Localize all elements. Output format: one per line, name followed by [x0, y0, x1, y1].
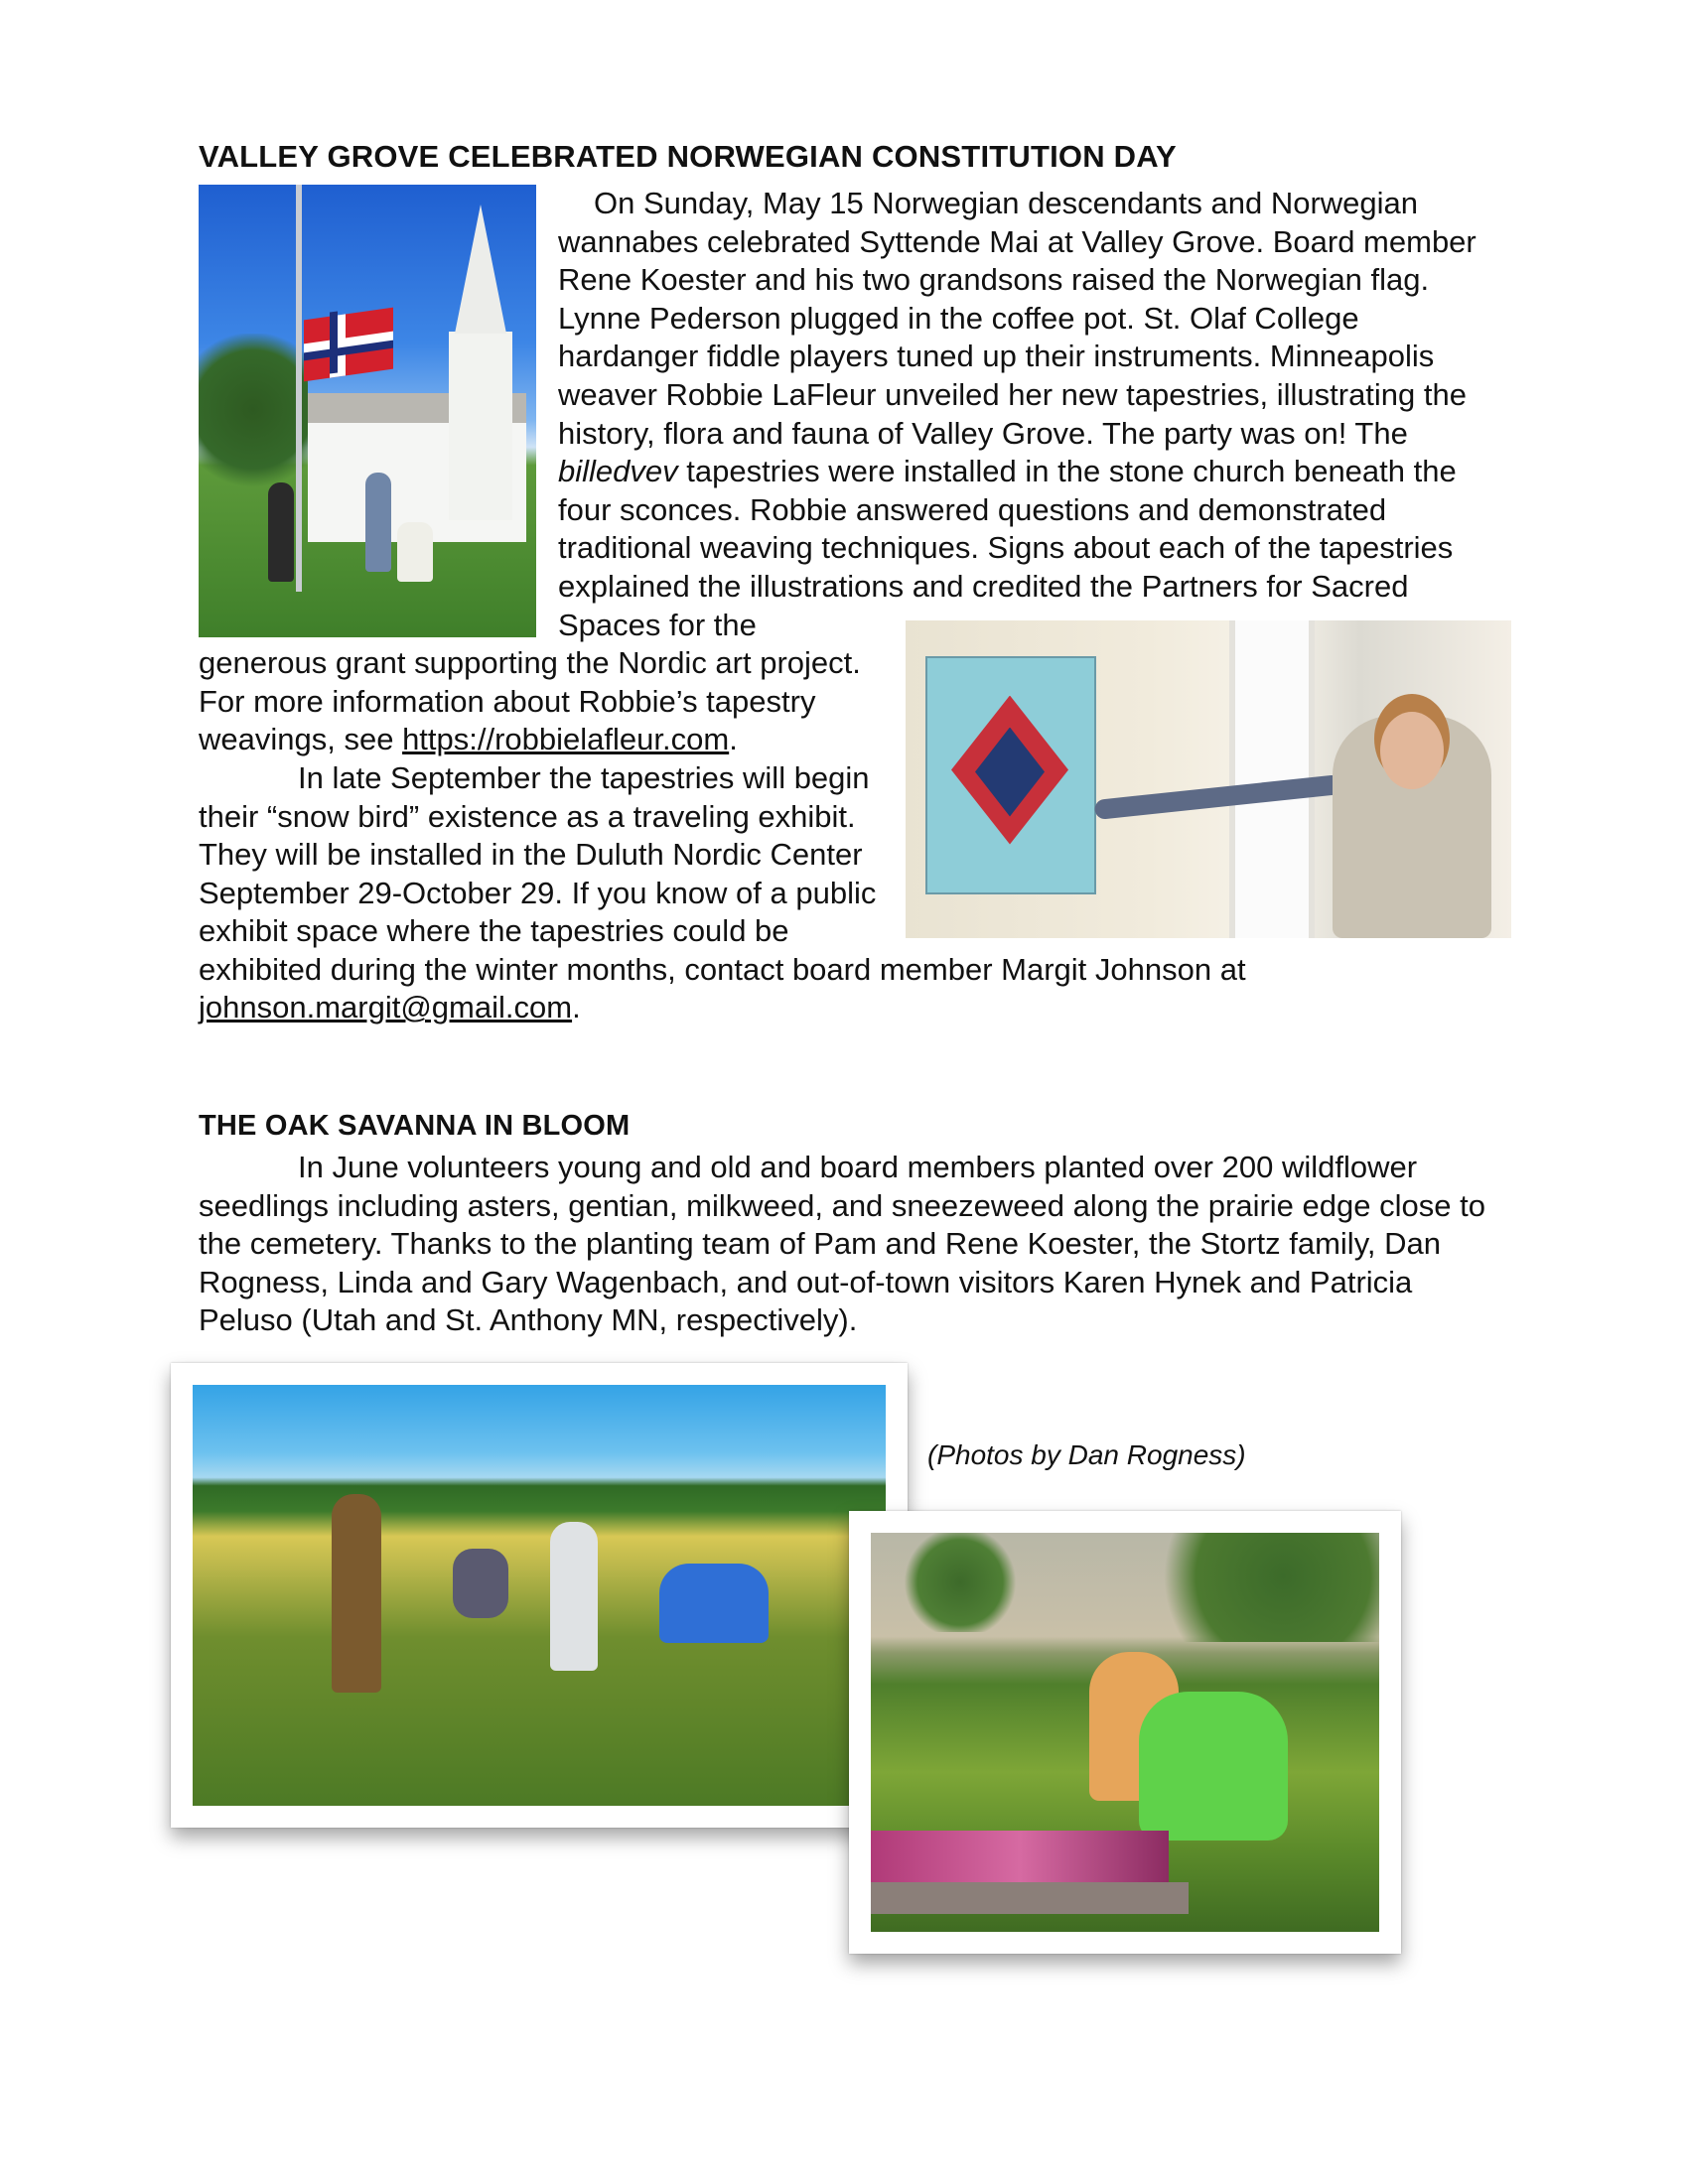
paragraph-text: In late September the tapestries will begin their “snow bird” existence as a traveling exhibit. They will be installed in the Duluth Nordic Center September 29-October 29. If you know of a public exhibit space where the tapestries could be exhibited during the winter months, contact board member Margit Johnson at	[199, 759, 1246, 987]
photo-credit-caption: (Photos by Dan Rogness)	[927, 1439, 1246, 1470]
article-headline: THE OAK SAVANNA IN BLOOM	[199, 1110, 631, 1142]
tapestry-weaver-photo	[906, 620, 1511, 938]
volunteers-photo-frame	[171, 1363, 908, 1828]
paragraph-end: .	[572, 990, 581, 1025]
article-paragraph: In June volunteers young and old and board members planted over 200 wildflower seedlings including asters, gentian, milkweed, and sneezeweed along the prairie edge close to the cemetery. Thanks to the planting team of Pam and Rene Koester, the Stortz family, Dan Rogness, Linda and Gary Wagenbach, and out-of-town visitors Karen Hynek and Patricia Peluso (Utah and St. Anthony MN, respectively).	[199, 1150, 1485, 1338]
article-body	[199, 1149, 1489, 1340]
paragraph-text: On Sunday, May 15 Norwegian descendants and Norwegian wannabes celebrated Syttende Mai at Valley Grove. Board member Rene Koester and his two grandsons raised the Norwegian flag. Lynne Pederson plugged in the coffee pot. St. Olaf College hardanger fiddle players tuned up their instruments. Minneapolis weaver Robbie LaFleur unveiled her new tapestries, illustrating the history, flora and fauna of Valley Grove. The party was on! The	[558, 186, 1477, 451]
article-body	[199, 185, 1489, 1027]
volunteers-planting-photo	[193, 1385, 886, 1806]
paragraph-text-part: credited the Partners for Sacred Spaces for the generous grant supporting the Nordic art project. For more information about Robbie’s tapestry weavings, see	[199, 568, 1409, 757]
children-photo-frame	[849, 1511, 1401, 1954]
email-link[interactable]: johnson.margit@gmail.com	[199, 990, 573, 1025]
church-flag-photo	[199, 185, 536, 637]
paragraph-end: .	[729, 722, 738, 757]
paragraph-text-part: tapestries were installed in the stone church beneath the four sconces. Robbie answered questions and demonstrated traditional weaving techniques. Signs about each of the tapestries explained the illustrations and	[558, 454, 1457, 604]
website-link[interactable]: https://robbielafleur.com	[402, 722, 730, 757]
emphasis-text: billedvev	[558, 454, 678, 489]
article-headline: VALLEY GROVE CELEBRATED NORWEGIAN CONSTITUTION DAY	[199, 139, 1177, 174]
children-planting-photo	[871, 1533, 1379, 1932]
